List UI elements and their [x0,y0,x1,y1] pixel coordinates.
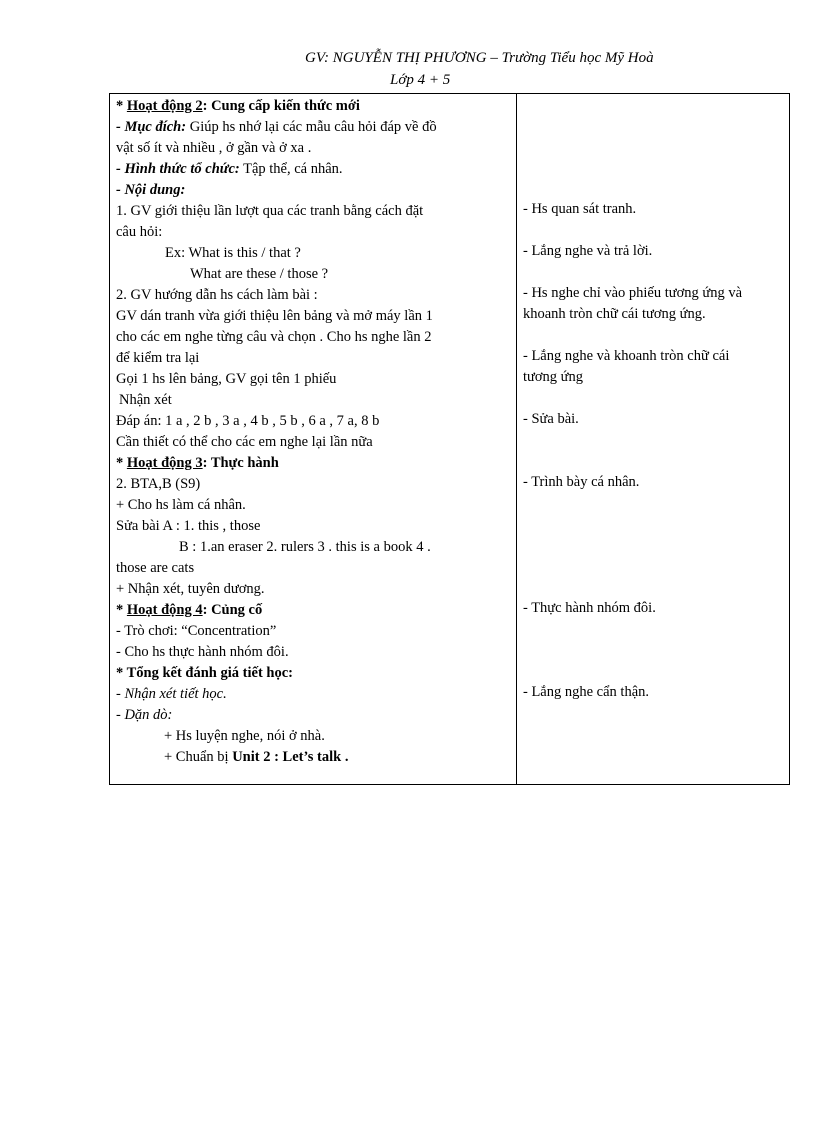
text-line: Nhận xét [119,392,172,408]
student-line: - Hs nghe chỉ vào phiếu tương ứng và [523,285,743,301]
student-line: - Lắng nghe cẩn thận. [523,684,650,700]
text-line: câu hỏi: [116,224,163,240]
student-line: tương ứng [523,369,584,385]
student-line: - Hs quan sát tranh. [523,201,637,217]
text-line: 2. BTA,B (S9) [116,476,201,492]
answer-key-line: Đáp án: 1 a , 2 b , 3 a , 4 b , 5 b , 6 a , 7 a, 8 b [116,413,380,429]
text-line: - Nhận xét tiết học. [116,686,227,702]
student-line: - Trình bày cá nhân. [523,474,640,490]
lesson-plan-table [109,93,790,785]
student-line: - Thực hành nhóm đôi. [523,600,656,616]
text-line: those are cats [116,560,195,576]
text-line: - Trò chơi: “Concentration” [116,623,277,639]
class-line: Lớp 4 + 5 [390,72,451,88]
activity-4-heading: * Hoạt động 4: Củng cố [116,602,263,618]
text-line: Ex: What is this / that ? [165,245,301,261]
teacher-activities-column [110,94,517,785]
text-line: What are these / those ? [190,266,329,282]
student-line: - Lắng nghe và khoanh tròn chữ cái [523,348,730,364]
student-line: - Sửa bài. [523,411,579,427]
content-label: - Nội dung: [116,182,186,198]
text-line: + Cho hs làm cá nhân. [116,497,246,513]
text-line: cho các em nghe từng câu và chọn . Cho hs nghe lần 2 [116,329,432,345]
summary-heading: * Tổng kết đánh giá tiết học: [116,665,293,681]
activity-3-heading: * Hoạt động 3: Thực hành [116,455,279,471]
text-line: + Chuẩn bị Unit 2 : Let’s talk . [164,749,349,765]
text-line: Gọi 1 hs lên bảng, GV gọi tên 1 phiếu [116,371,337,387]
student-line: khoanh tròn chữ cái tương ứng. [523,306,706,322]
activity-2-heading: * Hoạt động 2: Cung cấp kiến thức mới [116,98,360,114]
text-line: Cần thiết có thể cho các em nghe lại lần nữa [116,434,373,450]
text-line: vật số ít và nhiều , ở gần và ở xa . [116,140,312,156]
purpose-line: - Mục đích: Giúp hs nhớ lại các mẫu câu hỏi đáp về đồ [116,119,437,135]
text-line: - Cho hs thực hành nhóm đôi. [116,644,289,660]
text-line: - Dặn dò: [116,707,173,723]
text-line: 1. GV giới thiệu lần lượt qua các tranh bằng cách đặt [116,203,424,219]
teacher-school-line: GV: NGUYỄN THỊ PHƯƠNG – Trường Tiểu học Mỹ Hoà [305,50,654,66]
text-line: Sửa bài A : 1. this , those [116,518,261,534]
text-line: 2. GV hướng dẫn hs cách làm bài : [116,287,318,303]
text-line: + Hs luyện nghe, nói ở nhà. [164,728,325,744]
form-line: - Hình thức tổ chức: Tập thể, cá nhân. [116,161,343,177]
text-line: B : 1.an eraser 2. rulers 3 . this is a book 4 . [179,539,431,555]
text-line: GV dán tranh vừa giới thiệu lên bảng và mở máy lần 1 [116,308,433,324]
student-line: - Lắng nghe và trả lời. [523,243,653,259]
text-line: + Nhận xét, tuyên dương. [116,581,265,597]
text-line: để kiểm tra lại [116,350,200,366]
student-activities-column [517,94,790,785]
